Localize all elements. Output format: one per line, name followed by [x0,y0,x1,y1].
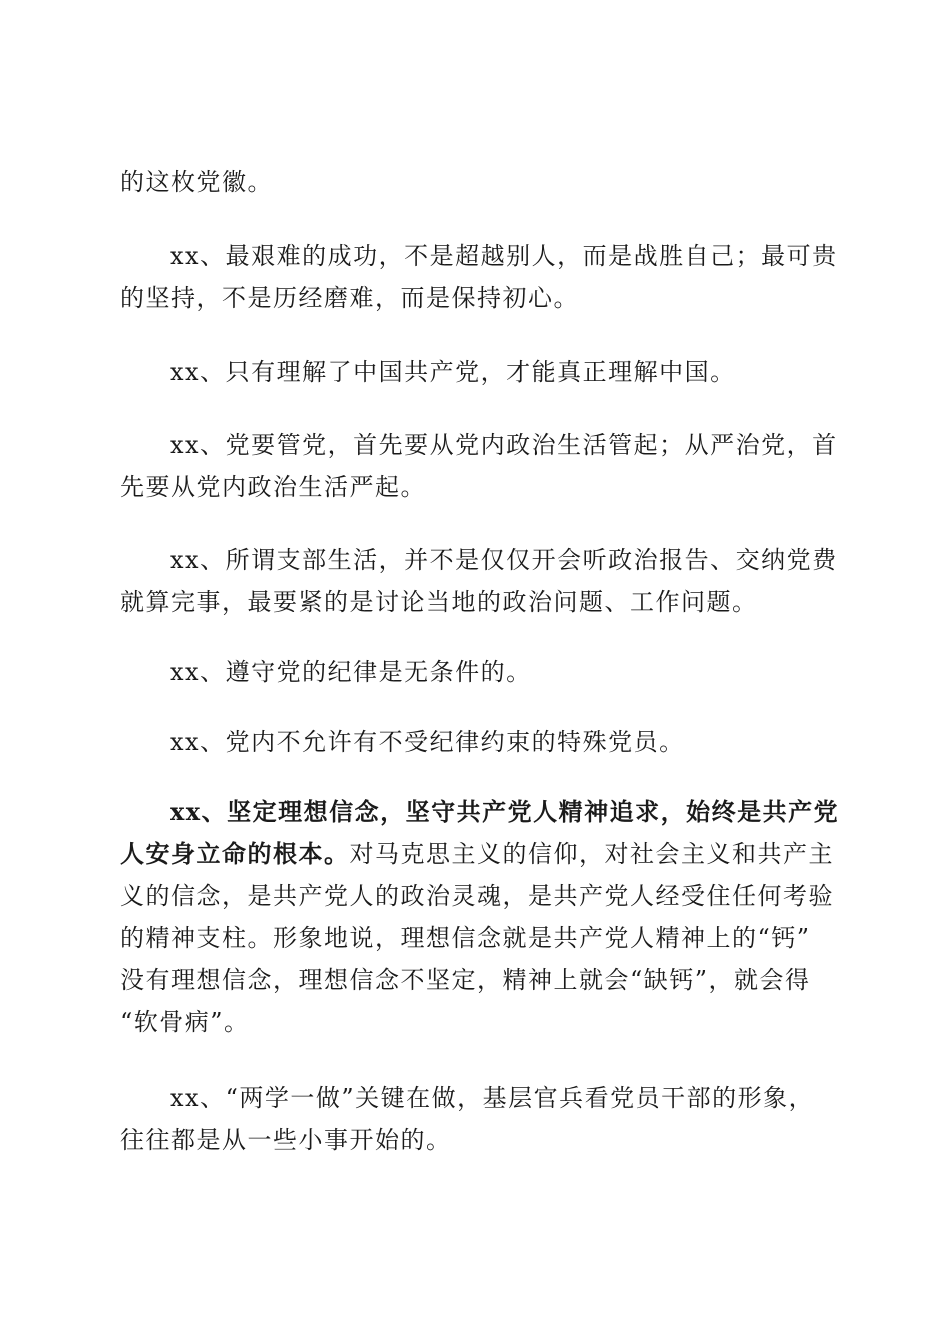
text-line: “软骨病”。 [120,1008,250,1036]
paragraph-quote-5 [120,651,832,693]
text-line: xx、只有理解了中国共产党，才能真正理解中国。 [170,358,736,386]
text-line: 就算完事，最要紧的是讨论当地的政治问题、工作问题。 [120,588,758,616]
text-line: xx、党要管党，首先要从党内政治生活管起；从严治党，首 [170,431,838,459]
paragraph-continuation [120,161,832,203]
text-line: xx、“两学一做”关键在做，基层官兵看党员干部的形象， [170,1084,815,1112]
text-line: xx、遵守党的纪律是无条件的。 [170,658,532,686]
paragraph-quote-4 [120,539,838,623]
text-line: 的坚持，不是历经磨难，而是保持初心。 [120,284,579,312]
text-line: 的精神支柱。形象地说，理想信念就是共产党人精神上的“钙” [120,924,811,952]
bold-text-span: 人安身立命的根本。 [120,839,350,868]
bold-text-line: xx、坚定理想信念，坚守共产党人精神追求，始终是共产党 [170,797,840,826]
text-line: xx、所谓支部生活，并不是仅仅开会听政治报告、交纳党费 [170,546,838,574]
paragraph-quote-3 [120,424,838,508]
paragraph-quote-6 [120,721,832,763]
paragraph-quote-8 [120,1077,832,1161]
text-line [120,833,832,875]
text-line: 的这枚党徽。 [120,168,273,196]
text-span: 对马克思主义的信仰，对社会主义和共产主 [349,840,834,868]
text-line: xx、党内不允许有不受纪律约束的特殊党员。 [170,728,685,756]
text-line: xx、最艰难的成功，不是超越别人，而是战胜自己；最可贵 [170,242,838,270]
paragraph-quote-1 [120,235,838,319]
text-line: 先要从党内政治生活严起。 [120,473,426,501]
text-line: 没有理想信念，理想信念不坚定，精神上就会“缺钙”，就会得 [120,966,811,994]
paragraph-quote-2 [120,351,832,393]
text-line: 往往都是从一些小事开始的。 [120,1126,452,1154]
paragraph-quote-7 [120,791,840,1043]
text-line: 义的信念，是共产党人的政治灵魂，是共产党人经受住任何考验 [120,882,834,910]
